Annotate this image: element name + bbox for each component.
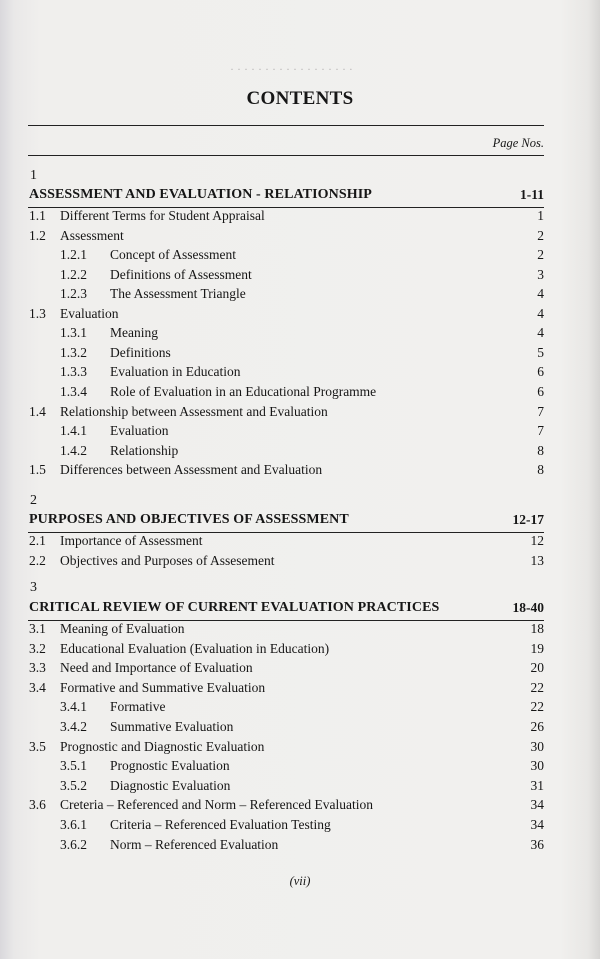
- section-number: 1.2.3: [60, 286, 87, 302]
- toc-entry: [0, 817, 600, 837]
- toc-entry: [0, 553, 600, 573]
- section-page: 2: [537, 227, 544, 243]
- section-page: 3: [537, 266, 544, 282]
- section-page: 6: [537, 383, 544, 399]
- toc-entry: [0, 641, 600, 661]
- section-number: 1.2.2: [60, 266, 87, 282]
- toc-entry: [0, 797, 600, 817]
- section-title: Need and Importance of Evaluation: [60, 660, 253, 676]
- toc-entry: [0, 739, 600, 759]
- toc-entry: [0, 306, 600, 326]
- section-number: 1.4: [29, 403, 46, 419]
- page-nos-label: Page Nos.: [492, 136, 544, 150]
- section-title: Relationship: [110, 442, 179, 458]
- section-number: 3.4: [29, 679, 46, 695]
- section-number: 3.5: [29, 738, 46, 754]
- chapter-page-range: 1-11: [519, 187, 544, 202]
- show-through-text: · · · · · · · · · · · · · · · · · ·: [230, 62, 353, 76]
- section-number: 2.1: [29, 533, 46, 548]
- section-title: Prognostic Evaluation: [110, 758, 230, 774]
- section-title: Concept of Assessment: [110, 247, 236, 263]
- section-number: 1.3.2: [60, 344, 87, 360]
- section-page: 22: [530, 679, 544, 695]
- section-page: 13: [530, 552, 544, 568]
- section-page: 30: [530, 738, 544, 754]
- toc-entry: [0, 325, 600, 345]
- toc-entry: [0, 699, 600, 719]
- section-title: Definitions: [110, 344, 171, 360]
- section-page: 7: [537, 403, 544, 419]
- toc-entry: [0, 837, 600, 857]
- section-title: Norm – Referenced Evaluation: [110, 836, 279, 852]
- chapter-page-range: 18-40: [512, 600, 544, 615]
- section-title: Evaluation: [60, 305, 119, 321]
- section-title: Educational Evaluation (Evaluation in Education): [60, 640, 330, 656]
- section-page: 4: [537, 325, 544, 341]
- chapter-number: 2: [30, 493, 37, 508]
- section-page: 6: [537, 364, 544, 380]
- toc-entry: [0, 660, 600, 680]
- section-page: 31: [530, 777, 544, 793]
- section-number: 1.1: [29, 208, 46, 223]
- section-number: 3.4.1: [60, 699, 87, 715]
- section-page: 12: [530, 533, 544, 548]
- section-number: 1.4.2: [60, 442, 87, 458]
- chapter-heading: [0, 512, 600, 532]
- section-page: 30: [530, 758, 544, 774]
- toc-entry: [0, 443, 600, 463]
- toc-entry: [0, 228, 600, 248]
- section-title: Prognostic and Diagnostic Evaluation: [60, 738, 265, 754]
- section-page: 18: [530, 621, 544, 636]
- section-title: Meaning: [110, 325, 158, 341]
- section-title: Importance of Assessment: [60, 533, 203, 548]
- section-title: Differences between Assessment and Evaluation: [60, 462, 323, 478]
- toc-entry: [0, 345, 600, 365]
- section-title: Formative: [110, 699, 166, 715]
- section-number: 1.4.1: [60, 423, 87, 439]
- section-number: 1.3.3: [60, 364, 87, 380]
- section-number: 3.6.1: [60, 817, 87, 832]
- toc-entry: [0, 680, 600, 700]
- section-number: 3.4.2: [60, 719, 87, 734]
- toc-entry: [0, 267, 600, 287]
- page-title: CONTENTS: [246, 88, 354, 109]
- section-title: Role of Evaluation in an Educational Programme: [110, 383, 377, 399]
- chapter-number: 3: [30, 580, 37, 595]
- section-page: 7: [537, 423, 544, 439]
- section-title: Criteria – Referenced Evaluation Testing: [110, 817, 331, 832]
- section-title: Summative Evaluation: [110, 719, 234, 734]
- page-number-footer: (vii): [289, 874, 311, 888]
- toc-entry: [0, 423, 600, 443]
- toc-entry: [0, 462, 600, 482]
- section-number: 1.3.1: [60, 325, 87, 341]
- section-title: Different Terms for Student Appraisal: [60, 208, 265, 223]
- section-title: Relationship between Assessment and Evaluation: [60, 403, 328, 419]
- toc-entry: [0, 404, 600, 424]
- chapter-number: 1: [30, 168, 37, 183]
- section-title: Formative and Summative Evaluation: [60, 679, 266, 695]
- chapter-title: ASSESSMENT AND EVALUATION - RELATIONSHIP: [29, 187, 372, 202]
- page-edge-shadow: [588, 0, 600, 959]
- toc-entry: [0, 758, 600, 778]
- section-title: Diagnostic Evaluation: [110, 777, 231, 793]
- section-title: Creteria – Referenced and Norm – Referenced Evaluation: [60, 797, 373, 813]
- chapter-page-range: 12-17: [512, 512, 544, 527]
- toc-entry: [0, 364, 600, 384]
- section-page: 8: [537, 462, 544, 478]
- section-title: Evaluation in Education: [110, 364, 241, 380]
- section-page: 8: [537, 442, 544, 458]
- section-page: 34: [530, 797, 544, 813]
- section-page: 26: [530, 719, 544, 734]
- section-number: 2.2: [29, 552, 46, 568]
- toc-entry: [0, 719, 600, 739]
- section-number: 1.2.1: [60, 247, 87, 263]
- section-number: 3.6: [29, 797, 46, 813]
- section-number: 1.3.4: [60, 383, 87, 399]
- section-number: 1.3: [29, 305, 46, 321]
- section-title: Objectives and Purposes of Assesement: [60, 552, 275, 568]
- chapter-title: PURPOSES AND OBJECTIVES OF ASSESSMENT: [29, 512, 349, 527]
- section-page: 4: [537, 305, 544, 321]
- chapter-heading: [0, 187, 600, 207]
- section-number: 3.1: [29, 621, 46, 636]
- section-number: 3.2: [29, 640, 46, 656]
- section-title: Evaluation: [110, 423, 169, 439]
- section-page: 36: [530, 836, 544, 852]
- section-page: 1: [537, 208, 544, 223]
- toc-entry: [0, 247, 600, 267]
- section-number: 3.6.2: [60, 836, 87, 852]
- section-number: 1.5: [29, 462, 46, 478]
- toc-entry: [0, 208, 600, 228]
- chapter-title: CRITICAL REVIEW OF CURRENT EVALUATION PRACTICES: [29, 600, 440, 615]
- section-page: 4: [537, 286, 544, 302]
- section-page: 22: [530, 699, 544, 715]
- section-title: The Assessment Triangle: [110, 286, 246, 302]
- section-number: 3.5.2: [60, 777, 87, 793]
- chapter-heading: [0, 600, 600, 620]
- section-number: 3.3: [29, 660, 46, 676]
- toc-entry: [0, 384, 600, 404]
- section-page: 19: [530, 640, 544, 656]
- section-page: 20: [530, 660, 544, 676]
- section-title: Assessment: [60, 227, 124, 243]
- toc-entry: [0, 778, 600, 798]
- section-title: Meaning of Evaluation: [60, 621, 185, 636]
- section-page: 2: [537, 247, 544, 263]
- section-number: 1.2: [29, 227, 46, 243]
- section-number: 3.5.1: [60, 758, 87, 774]
- section-page: 34: [530, 817, 544, 832]
- section-title: Definitions of Assessment: [110, 266, 252, 282]
- section-page: 5: [537, 344, 544, 360]
- toc-entry: [0, 621, 600, 641]
- toc-entry: [0, 286, 600, 306]
- toc-entry: [0, 533, 600, 553]
